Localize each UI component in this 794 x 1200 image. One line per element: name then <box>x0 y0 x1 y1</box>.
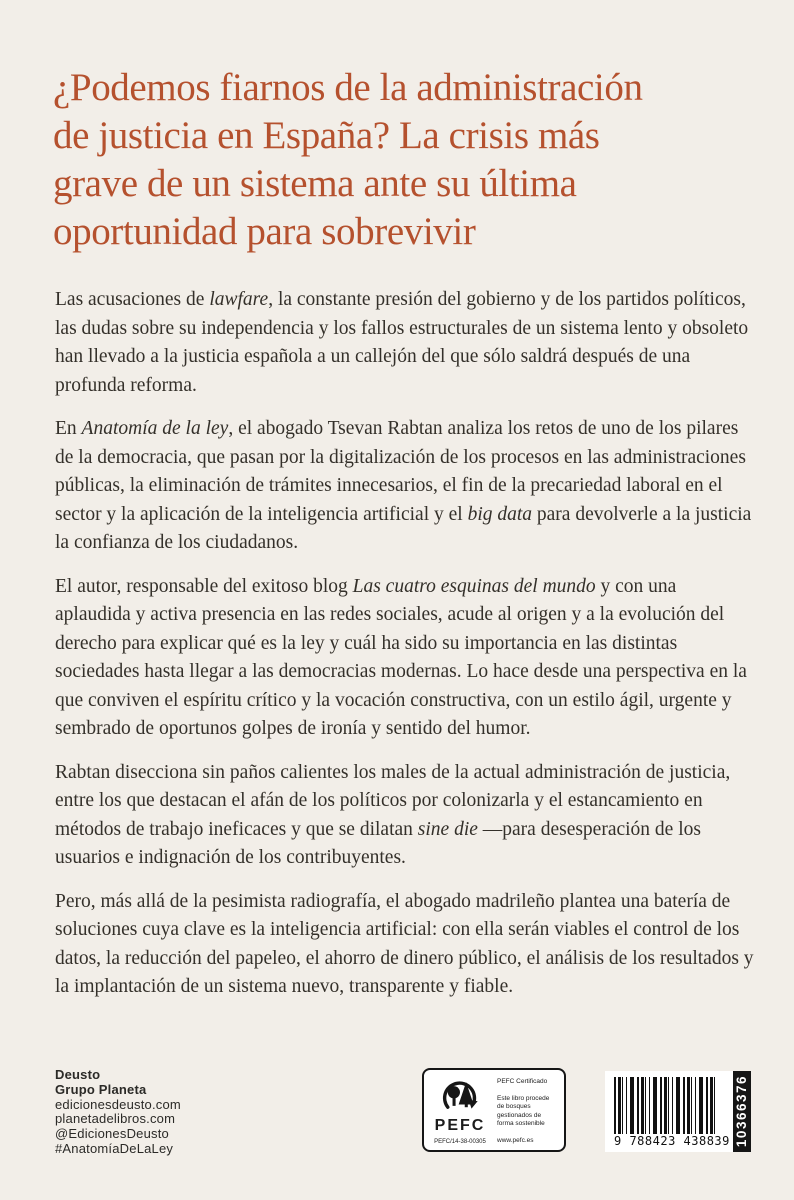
publisher-imprint: Deusto <box>55 1067 101 1082</box>
pefc-wordmark: PEFC <box>434 1116 486 1134</box>
headline-line: ¿Podemos fiarnos de la administración <box>53 66 643 109</box>
pefc-right-column <box>489 1076 557 1145</box>
publisher-info <box>55 1068 181 1157</box>
barcode-area <box>605 1071 733 1152</box>
headline <box>53 64 763 256</box>
headline-line: oportunidad para sobrevivir <box>53 210 476 253</box>
headline-line: de justicia en España? La crisis más <box>53 114 600 157</box>
headline-line: grave de un sistema ante su última <box>53 162 577 205</box>
pefc-certification-label <box>422 1068 566 1152</box>
synopsis-paragraph-4: Rabtan disecciona sin paños calientes los males de la actual administración de justicia, entre los que destacan el afán de los políticos por colonizarla y el estancamiento en métodos de trabajo ineficaces y que se dilatan sine die —para desesperación de los usuarios e indignación de los contribuyentes. <box>55 761 731 868</box>
pefc-certified-label: PEFC Certificado <box>497 1078 548 1085</box>
barcode-bars <box>614 1077 718 1134</box>
publisher-website: planetadelibros.com <box>55 1111 176 1127</box>
publisher-social-handle: @EdicionesDeusto <box>55 1126 169 1142</box>
pefc-description: Este libro procede de bosques gestionados de forma sostenible <box>497 1094 550 1127</box>
synopsis-paragraph-2: En Anatomía de la ley, el abogado Tsevan Rabtan analiza los retos de uno de los pilares de la democracia, que pasan por la digitalización de los procesos en las administraciones públicas, la eliminación de trámites innecesarios, el fin de la precariedad laboral en el sector y la aplicación de la inteligencia artificial y el big data para devolverle a la justicia la confianza de los ciudadanos. <box>55 418 752 553</box>
pefc-left-column <box>431 1076 489 1145</box>
publisher-group: Grupo Planeta <box>55 1081 147 1097</box>
synopsis-paragraph-1: Las acusaciones de lawfare, la constante presión del gobierno y de los partidos políticos, las dudas sobre su independencia y los fallos estructurales de un sistema lento y obsoleto han llevado a la justicia española a un callejón del que sólo saldrá después de una profunda reforma. <box>55 289 749 396</box>
isbn-barcode-label <box>605 1071 751 1152</box>
pefc-logo-icon <box>438 1076 482 1114</box>
publisher-website: edicionesdeusto.com <box>55 1096 181 1112</box>
pefc-license-code: PEFC/14-38-00305 <box>434 1139 486 1145</box>
synopsis-paragraph-5: Pero, más allá de la pesimista radiografía, el abogado madrileño plantea una batería de soluciones cuya clave es la inteligencia artificial: con ella serán viables el control de los datos, la reducción del papeleo, el ahorro de dinero público, el análisis de los resultados y la implantación de un sistema nuevo, transparente y fiable. <box>55 890 754 997</box>
product-code-strip <box>733 1071 751 1152</box>
synopsis-paragraph-3: El autor, responsable del exitoso blog Las cuatro esquinas del mundo y con una aplaudida y activa presencia en las redes sociales, acude al origen y a la evolución del derecho para explicar qué es la ley y cuál ha sido su importancia en las distintas sociedades hasta llegar a las democracias modernas. Lo hace desde una perspectiva en la que conviven el espíritu crítico y la vocación constructiva, con un estilo ágil, urgente y sembrado de oportunos golpes de ironía y sentido del humor. <box>55 575 747 739</box>
isbn-number: 9 788423 438839 <box>614 1134 730 1148</box>
product-code-number: 10366376 <box>734 1075 750 1148</box>
pefc-url: www.pefc.es <box>497 1136 534 1144</box>
synopsis <box>55 286 755 1017</box>
publisher-hashtag: #AnatomíaDeLaLey <box>55 1140 174 1156</box>
